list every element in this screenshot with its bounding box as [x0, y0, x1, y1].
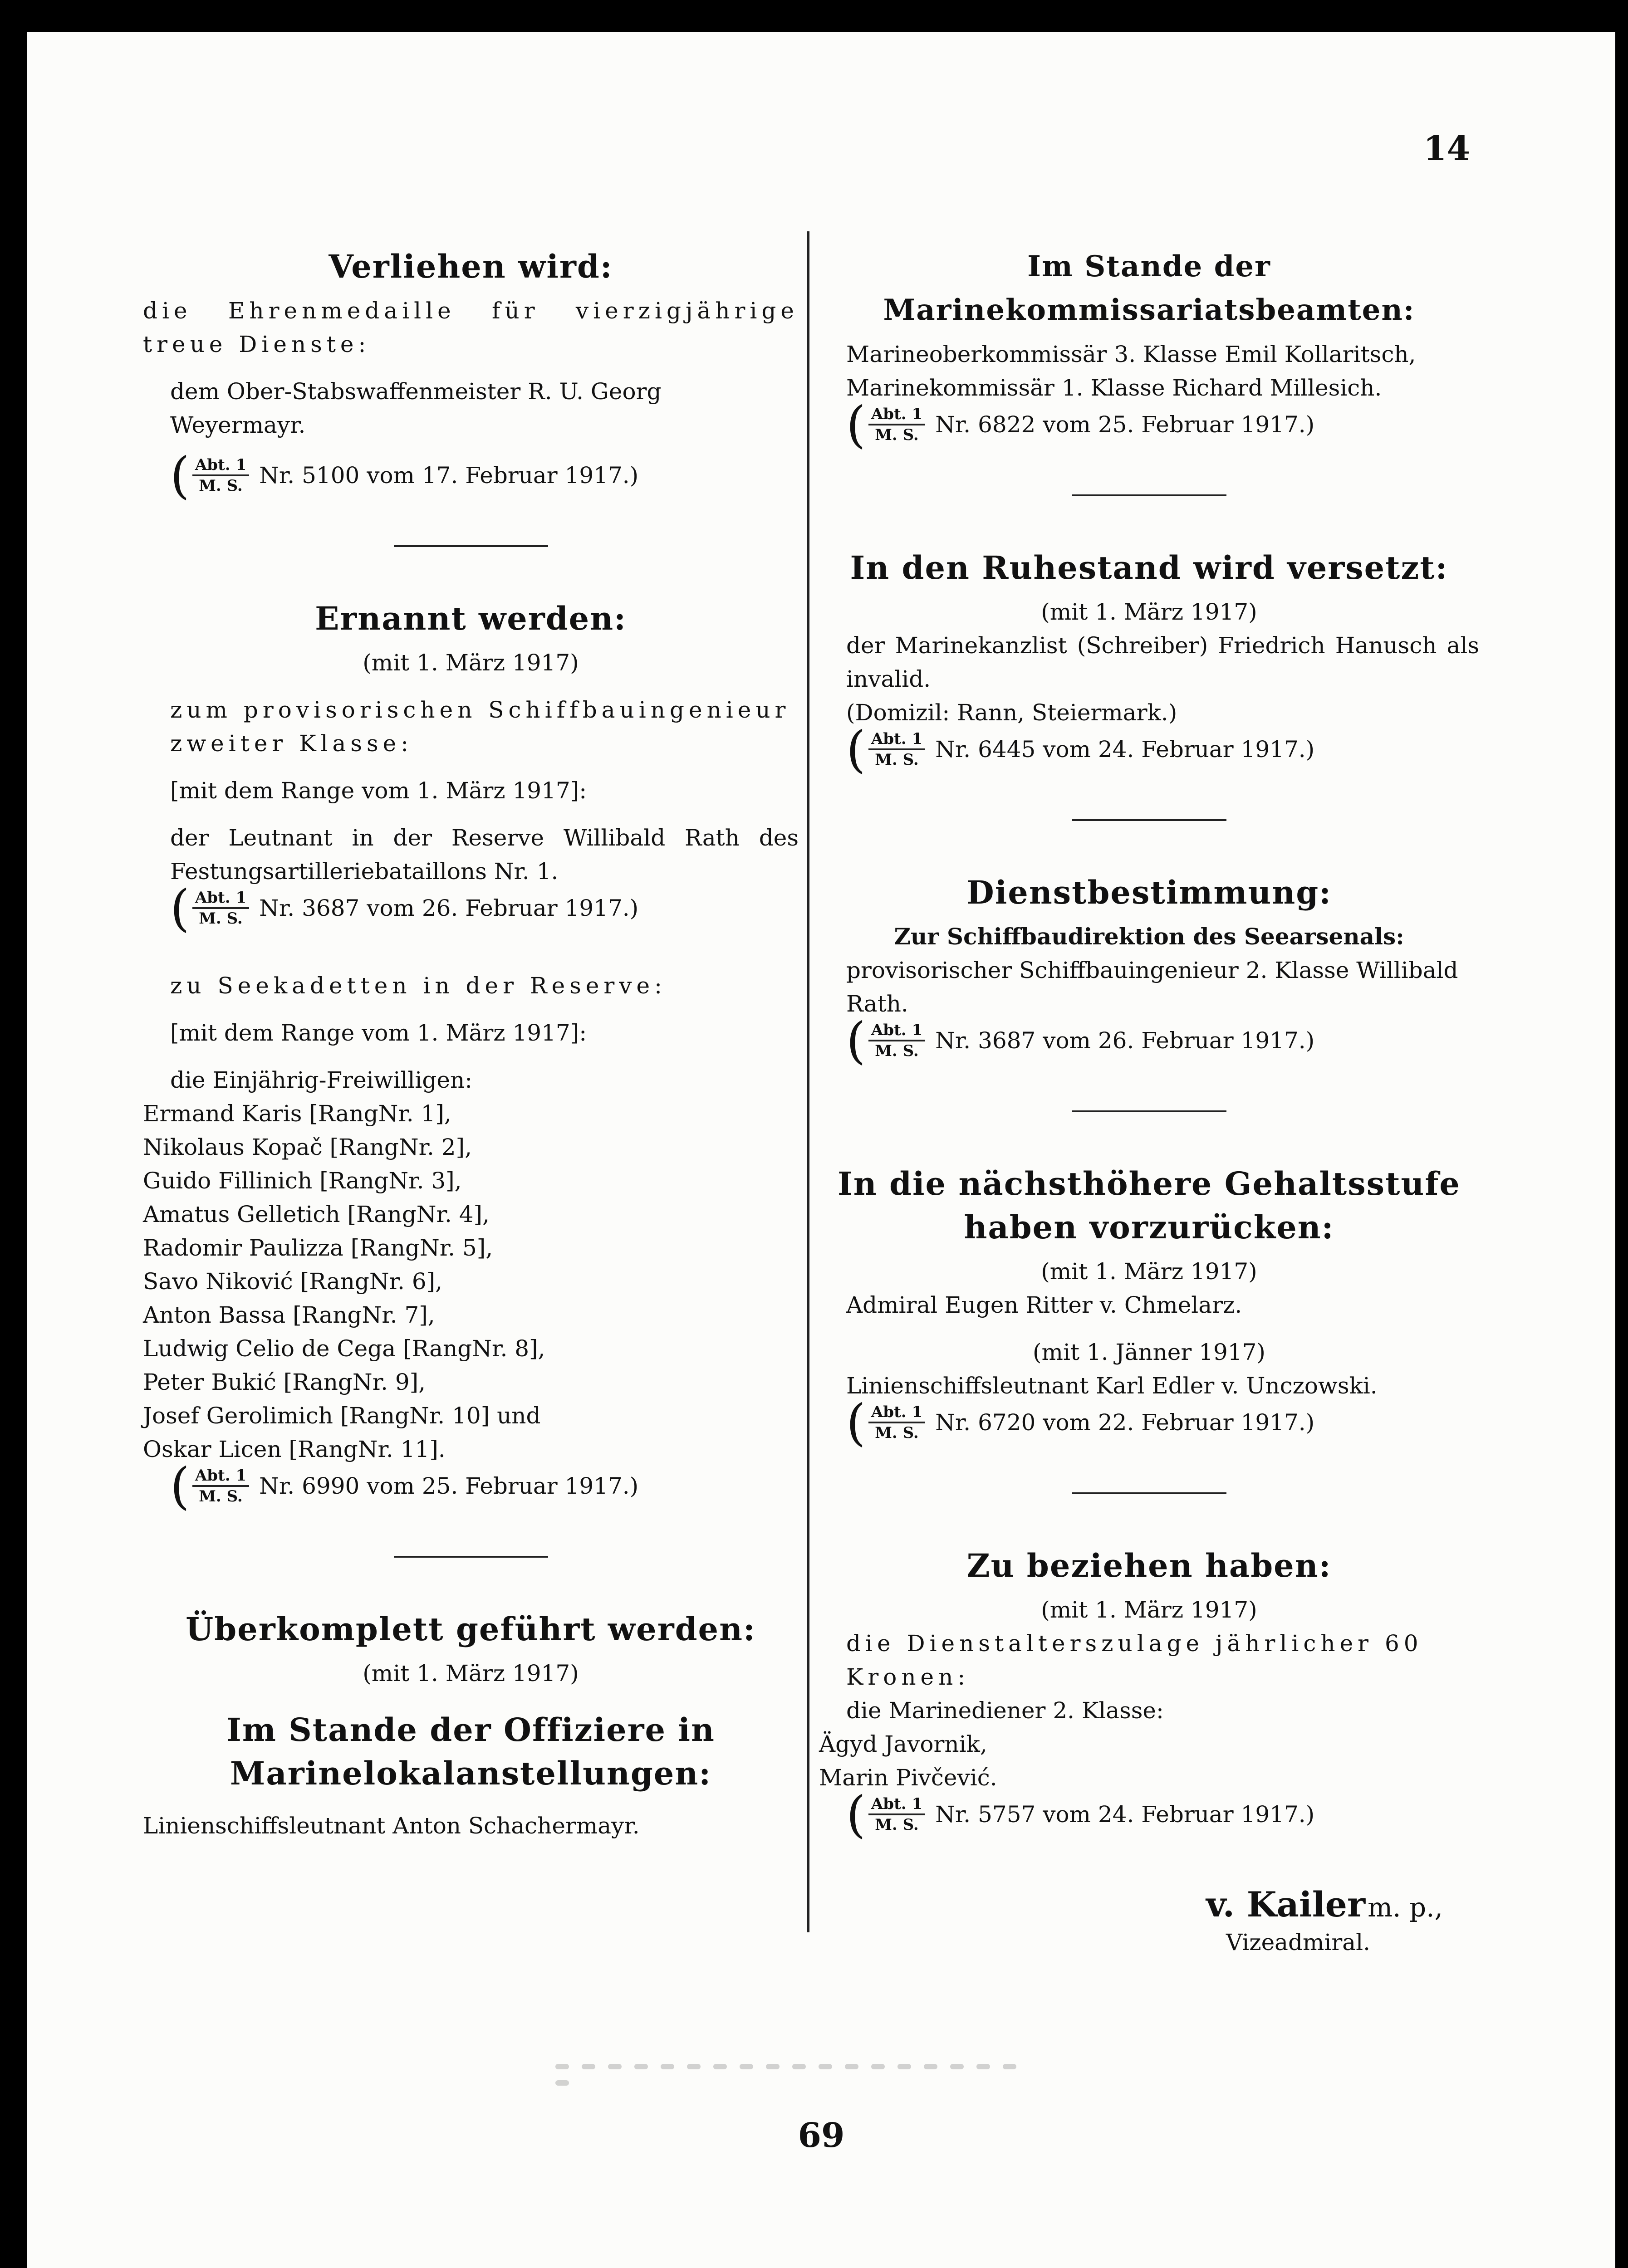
- list-item: Ludwig Celio de Cega [RangNr. 8],: [143, 1335, 545, 1362]
- retiree-line: der Marinekanzlist (Schreiber) Friedrich Hanusch als invalid.: [846, 632, 1479, 692]
- bleed-through-smudge: [549, 2059, 1025, 2077]
- appointment-title: zu Seekadetten in der Reserve:: [170, 973, 667, 999]
- section-subheading: Zur Schiffbaudirektion des Seearsenals:: [894, 923, 1404, 950]
- section-date: (mit 1. März 1917): [1041, 1258, 1257, 1285]
- list-item: Josef Gerolimich [RangNr. 10] und: [143, 1403, 541, 1429]
- group-label: die Marinediener 2. Klasse:: [846, 1697, 1164, 1724]
- signature-block: [819, 1884, 1479, 1955]
- list-item: Oskar Licen [RangNr. 11].: [143, 1436, 446, 1462]
- section-heading-zu-beziehen: Zu beziehen haben:: [966, 1547, 1332, 1584]
- list-item: Savo Niković [RangNr. 6],: [143, 1268, 443, 1295]
- list-item: Nikolaus Kopač [RangNr. 2],: [143, 1134, 472, 1160]
- appointee: der Leutnant in der Reserve Willibald Rath des Festungsartilleriebataillons Nr. 1.: [170, 825, 799, 885]
- section-divider: [1072, 494, 1226, 496]
- section-heading-gehaltsstufe: In die nächsthöhere Gehaltsstufe haben vorzurücken:: [838, 1165, 1461, 1246]
- section-divider: [394, 545, 548, 547]
- domicile-line: (Domizil: Rann, Steiermark.): [846, 699, 1177, 726]
- section-date: (mit 1. März 1917): [1041, 599, 1257, 625]
- section-date: (mit 1. Jänner 1917): [1033, 1339, 1265, 1365]
- person-line: Linienschiffsleutnant Anton Schachermayr.: [143, 1813, 640, 1839]
- section-date: (mit 1. März 1917): [363, 650, 579, 676]
- list-item: Marin Pivčević.: [819, 1765, 997, 1791]
- footer-page-number: 69: [798, 2116, 845, 2155]
- appointment-title: zum provisorischen Schiffbauingenieur zweiter Klasse:: [170, 697, 790, 757]
- reference-note: ( $\frac{\text{Abt. 1}}{M. S.}$ Nr. 6990 vom 25. Februar 1917.): [170, 1457, 639, 1515]
- reference-note: ( $\frac{\text{Abt. 1}}{M. S.}$ Nr. 6720 vom 22. Februar 1917.): [846, 1393, 1315, 1452]
- document-page: [27, 32, 1615, 2268]
- section-heading-ernannt: Ernannt werden:: [315, 600, 627, 637]
- person-line: Linienschiffsleutnant Karl Edler v. Unczowski.: [846, 1373, 1378, 1399]
- award-recipient: dem Ober-Stabswaffenmeister R. U. Georg Weyermayr.: [170, 378, 662, 438]
- signatory-name: v. Kailer: [1206, 1884, 1366, 1925]
- person-line: Admiral Eugen Ritter v. Chmelarz.: [846, 1292, 1242, 1318]
- rank-date: [mit dem Range vom 1. März 1917]:: [170, 1020, 587, 1046]
- section-subheading: Im Stande der Offiziere in Marinelokalanstellungen:: [226, 1711, 715, 1792]
- signatory-rank: Vizeadmiral.: [1226, 1929, 1370, 1955]
- section-divider: [1072, 1110, 1226, 1112]
- list-item: Anton Bassa [RangNr. 7],: [143, 1302, 435, 1328]
- section-heading-dienstbestimmung: Dienstbestimmung:: [966, 874, 1332, 911]
- section-heading-ueberkomplett: Überkomplett geführt werden:: [186, 1610, 756, 1648]
- list-item: Ägyd Javornik,: [819, 1731, 987, 1757]
- reference-note: ( $\frac{\text{Abt. 1}}{M. S.}$ Nr. 6445 vom 24. Februar 1917.): [846, 720, 1315, 778]
- person-line: Marineoberkommissär 3. Klasse Emil Kollaritsch,: [846, 341, 1416, 367]
- list-item: Peter Bukić [RangNr. 9],: [143, 1369, 426, 1395]
- allowance-line: die Dienstalterszulage jährlicher 60 Kronen:: [846, 1630, 1423, 1690]
- section-heading-kommissariat: Im Stande der Marinekommissariatsbeamten:: [883, 249, 1415, 327]
- section-date: (mit 1. März 1917): [1041, 1597, 1257, 1623]
- reference-note: ( $\frac{\text{Abt. 1}}{M. S.}$ Nr. 6822 vom 25. Februar 1917.): [846, 396, 1315, 454]
- rank-date: [mit dem Range vom 1. März 1917]:: [170, 777, 587, 804]
- list-item: Amatus Gelletich [RangNr. 4],: [143, 1201, 490, 1227]
- reference-note: ( $\frac{\text{Abt. 1}}{M. S.}$ Nr. 5757 vom 24. Februar 1917.): [846, 1785, 1315, 1843]
- page-number: 14: [1423, 129, 1470, 168]
- list-item: Guido Fillinich [RangNr. 3],: [143, 1168, 462, 1194]
- section-heading-ruhestand: In den Ruhestand wird versetzt:: [850, 549, 1448, 587]
- person-line: provisorischer Schiffbauingenieur 2. Klasse Willibald Rath.: [846, 957, 1458, 1017]
- reference-note: ( $\frac{\text{Abt. 1}}{M. S.}$ Nr. 3687 vom 26. Februar 1917.): [846, 1012, 1315, 1070]
- group-label: die Einjährig-Freiwilligen:: [170, 1067, 473, 1093]
- award-description: die Ehrenmedaille für vierzigjährige treue Dienste:: [143, 298, 799, 357]
- section-heading-verliehen: Verliehen wird:: [329, 248, 613, 285]
- list-item: Radomir Paulizza [RangNr. 5],: [143, 1235, 493, 1261]
- person-line: Marinekommissär 1. Klasse Richard Millesich.: [846, 375, 1382, 401]
- list-item: Ermand Karis [RangNr. 1],: [143, 1100, 451, 1127]
- section-divider: [394, 1556, 548, 1558]
- section-divider: [1072, 819, 1226, 821]
- section-date: (mit 1. März 1917): [363, 1660, 579, 1686]
- left-column: [143, 231, 799, 1843]
- right-column: [819, 231, 1479, 1955]
- column-divider: [807, 231, 809, 1932]
- section-divider: [1072, 1492, 1226, 1494]
- signatory-mp: m. p.,: [1368, 1892, 1443, 1923]
- reference-note: ( $\frac{\text{Abt. 1}}{M. S.}$ Nr. 5100 vom 17. Februar 1917.): [170, 446, 639, 504]
- reference-note: ( $\frac{\text{Abt. 1}}{M. S.}$ Nr. 3687 vom 26. Februar 1917.): [170, 879, 639, 937]
